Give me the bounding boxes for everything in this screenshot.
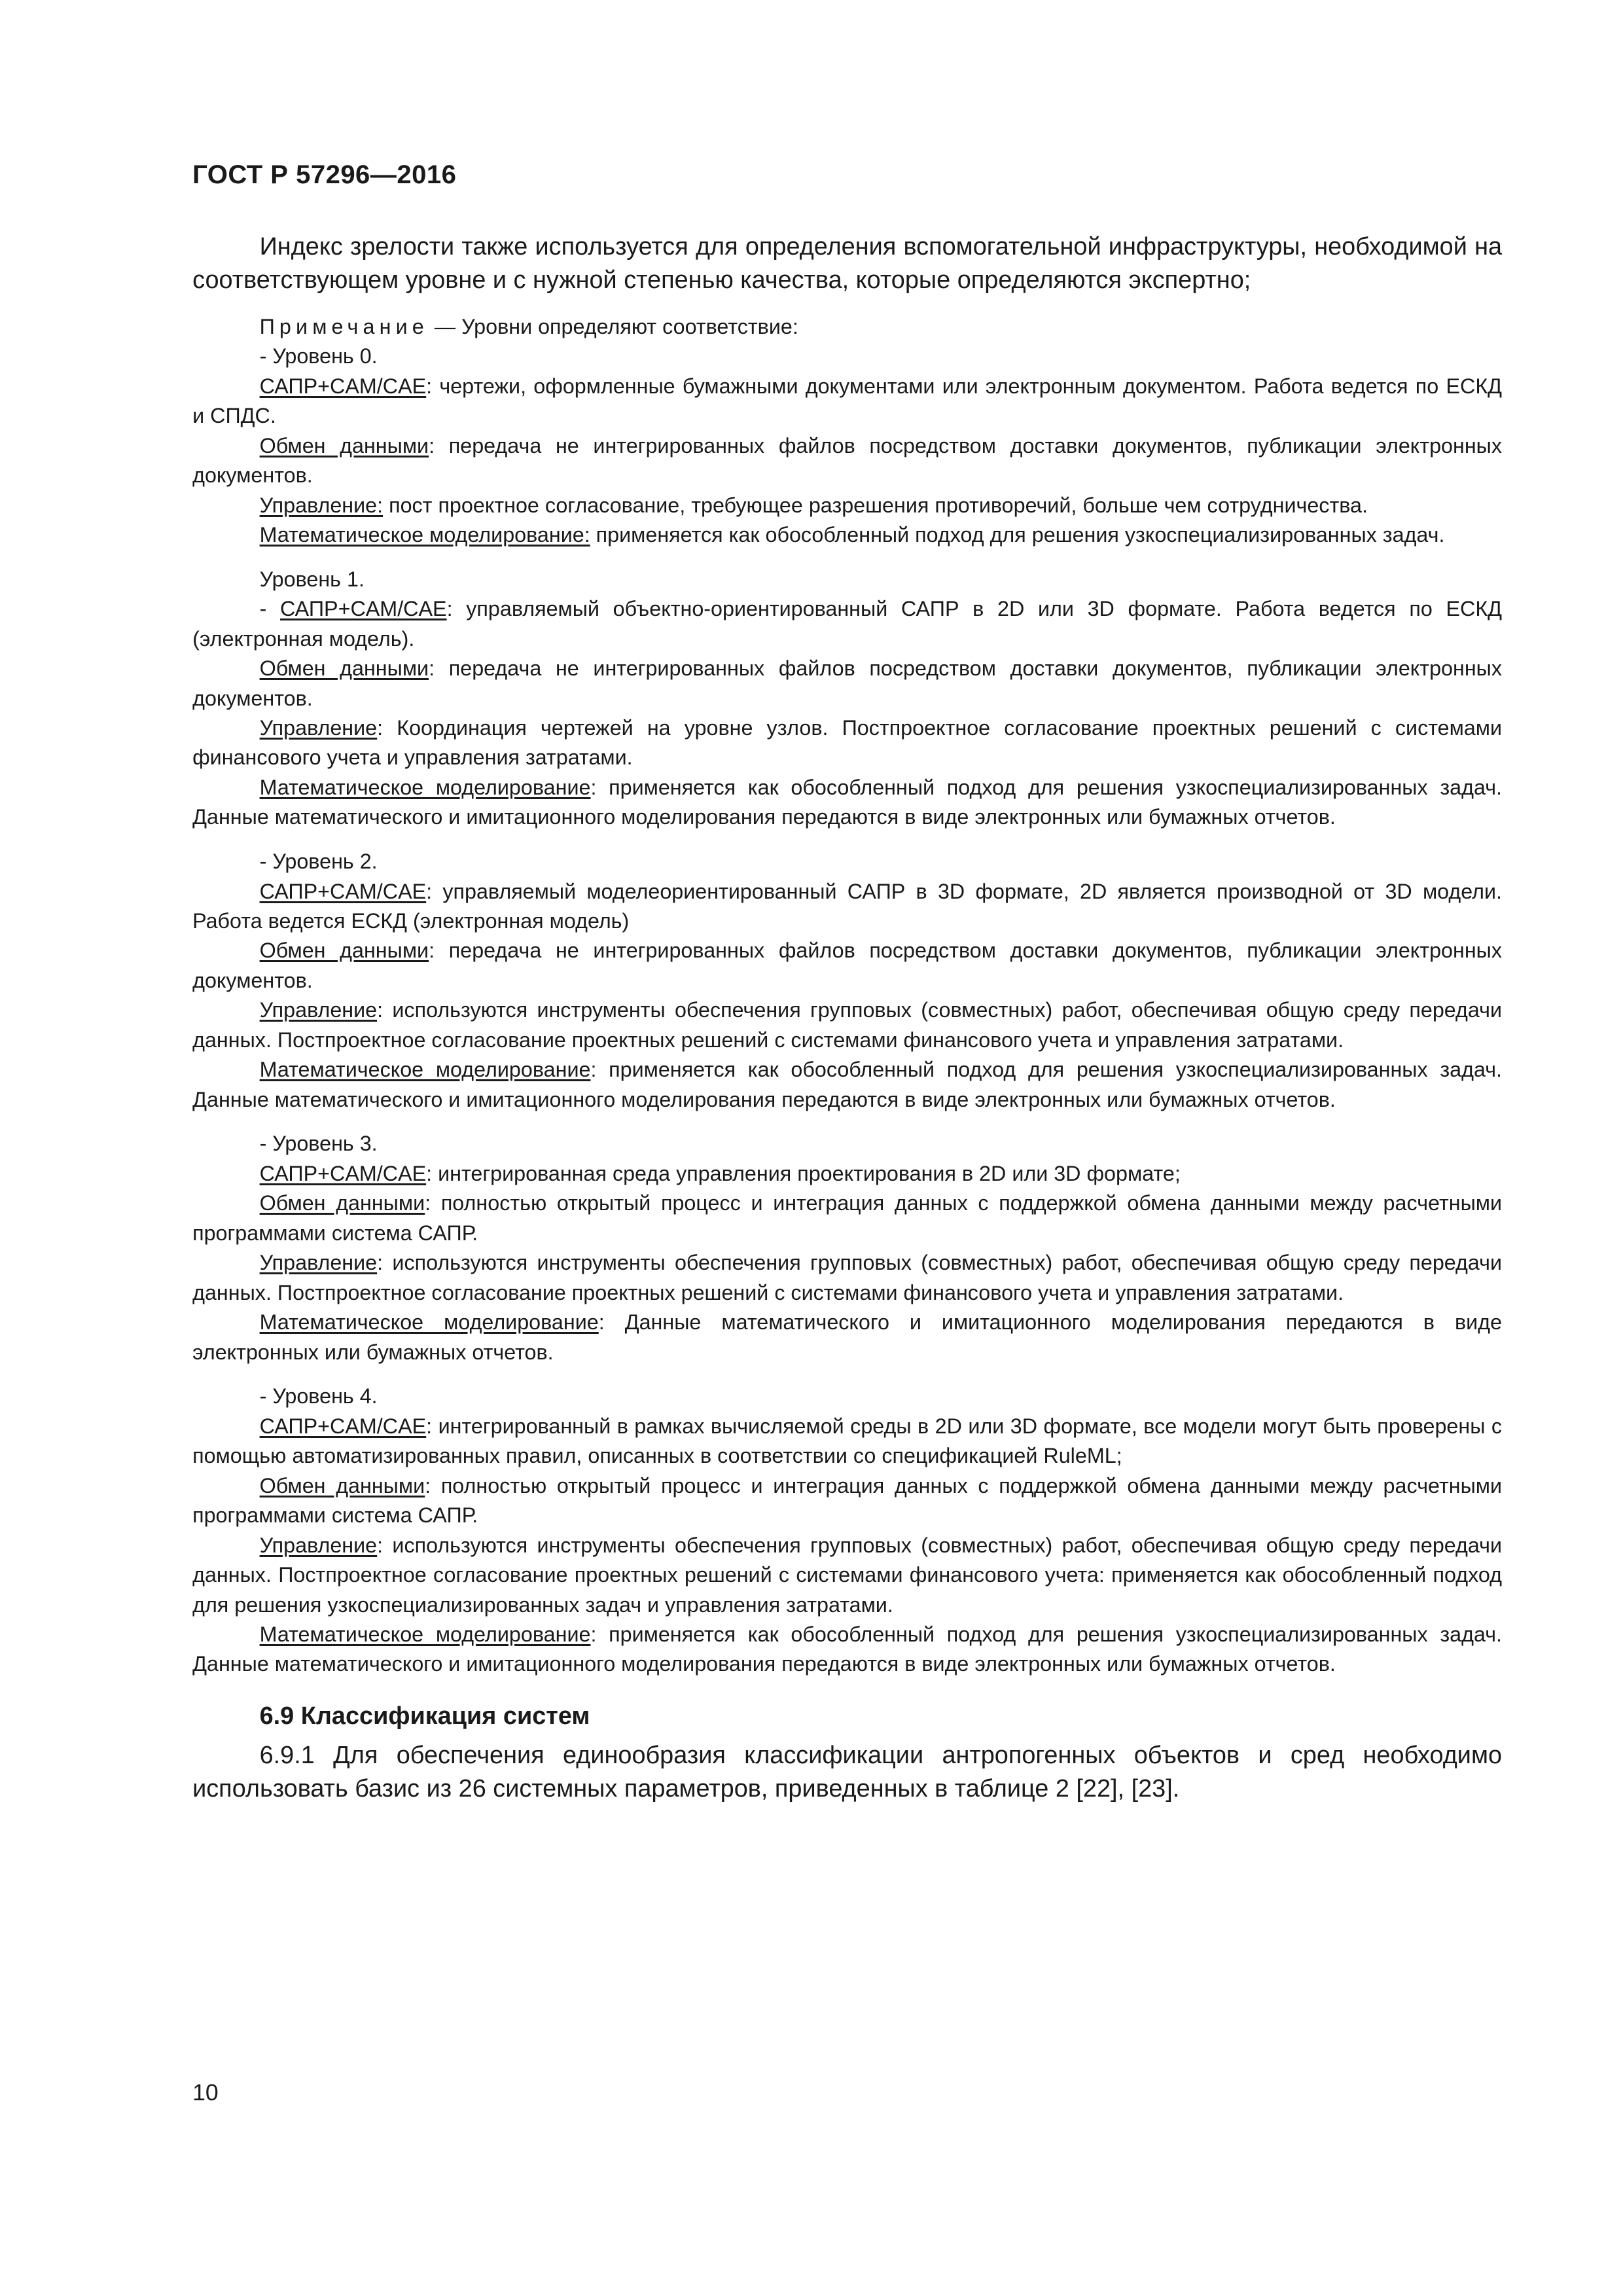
note-block (192, 312, 1502, 1679)
maturity-levels (192, 342, 1502, 1679)
item-term: Управление (259, 716, 378, 740)
item-term: Математическое моделирование (259, 1058, 591, 1082)
level-item (192, 654, 1502, 713)
item-separator: : (598, 1310, 605, 1335)
level-item (192, 1620, 1502, 1679)
level-item (192, 1471, 1502, 1531)
item-separator: : (429, 656, 435, 681)
item-text: Данные математического и имитационного моделирования передаются в виде электронных или бумажных отчетов. (192, 1310, 1503, 1364)
item-term: Обмен данными (259, 1191, 425, 1215)
item-term: САПР+CAM/CAE (259, 1161, 427, 1185)
item-separator: : (377, 1251, 383, 1275)
level-block (192, 342, 1502, 550)
item-separator: : (377, 716, 383, 740)
item-separator: : (590, 1622, 597, 1646)
item-term: Обмен данными (259, 939, 429, 963)
level-item (192, 1248, 1502, 1308)
level-item (192, 996, 1502, 1055)
item-text: передача не интегрированных файлов посредством доставки документов, публикации электронных документов. (192, 433, 1503, 488)
note-intro (192, 312, 1502, 342)
item-term: Обмен данными (259, 656, 429, 681)
page-content (192, 230, 1502, 1806)
item-separator: : (377, 1533, 383, 1557)
level-title: - Уровень 4. (259, 1384, 378, 1408)
level-title: - Уровень 2. (259, 850, 378, 874)
item-separator: : (590, 1058, 597, 1082)
level-item (192, 713, 1502, 773)
item-separator: : (425, 1473, 431, 1498)
note-label: Примечание (259, 314, 429, 338)
item-text: Координация чертежей на уровне узлов. Постпроектное согласование проектных решений с системами финансового учета и управления затратами. (192, 716, 1503, 770)
item-separator: : (426, 1161, 433, 1185)
item-separator: : (426, 374, 433, 398)
item-text: чертежи, оформленные бумажными документами или электронным документом. Работа ведется по ЕСКД и СПДС. (192, 374, 1503, 428)
level-item (192, 877, 1502, 937)
level-title: Уровень 1. (259, 567, 365, 591)
item-term: Обмен данными (259, 1473, 425, 1498)
item-text: применяется как обособленный подход для решения узкоспециализированных задач. (590, 523, 1445, 547)
item-term: Управление (259, 1533, 378, 1557)
level-item (192, 773, 1502, 833)
item-text: применяется как обособленный подход для решения узкоспециализированных задач. Данные математического и имитационного моделирования передаются в виде электронных или бумажных отчетов. (192, 775, 1503, 829)
item-separator: : (446, 597, 453, 621)
item-term: Обмен данными (259, 433, 429, 457)
level-block (192, 1382, 1502, 1679)
item-term: Математическое моделирование (259, 775, 591, 799)
item-term: Управление: (259, 493, 383, 517)
item-separator: : (377, 998, 383, 1022)
item-text: передача не интегрированных файлов посредством доставки документов, публикации электронных документов. (192, 939, 1503, 992)
item-prefix: - (259, 597, 281, 621)
item-term: Математическое моделирование: (259, 523, 590, 547)
item-separator: : (429, 433, 435, 457)
level-title: - Уровень 3. (259, 1132, 378, 1156)
level-item (192, 431, 1502, 491)
item-term: САПР+CAM/CAE (259, 374, 427, 398)
level-block (192, 1129, 1502, 1367)
item-separator: : (429, 939, 435, 963)
level-item (192, 372, 1502, 431)
level-item (192, 1308, 1502, 1367)
item-text: интегрированный в рамках вычисляемой среды в 2D или 3D формате, все модели могут быть проверены с помощью автоматизированных правил, описанных в соответствии со спецификацией RuleML; (192, 1414, 1503, 1468)
item-text: используются инструменты обеспечения групповых (совместных) работ, обеспечивая общую среду передачи данных. Постпроектное согласование проектных решений с системами финансового учета: применяется как обособленный подход для решения узкоспециализированных задач и управления затратами. (192, 1533, 1503, 1617)
item-term: Математическое моделирование (259, 1622, 591, 1646)
item-text: применяется как обособленный подход для решения узкоспециализированных задач. Данные математического и имитационного моделирования передаются в виде электронных или бумажных отчетов. (192, 1622, 1503, 1676)
level-item (192, 1189, 1502, 1248)
level-item (192, 520, 1502, 550)
item-text: используются инструменты обеспечения групповых (совместных) работ, обеспечивая общую среду передачи данных. Постпроектное согласование проектных решений с системами финансового учета и управления затратами. (192, 1251, 1503, 1304)
section-paragraph: 6.9.1 Для обеспечения единообразия классификации антропогенных объектов и сред необходимо использовать базис из 26 системных параметров, приведенных в таблице 2 [22], [23]. (192, 1742, 1503, 1803)
item-text: полностью открытый процесс и интеграция данных с поддержкой обмена данными между расчетными программами система САПР. (192, 1473, 1503, 1528)
item-text: используются инструменты обеспечения групповых (совместных) работ, обеспечивая общую среду передачи данных. Постпроектное согласование проектных решений с системами финансового учета и управления затратами. (192, 998, 1503, 1052)
item-term: САПР+CAM/CAE (259, 1414, 427, 1438)
item-text: пост проектное согласование, требующее разрешения противоречий, больше чем сотрудничества. (383, 493, 1368, 517)
level-item (192, 594, 1502, 654)
item-separator: : (426, 1414, 433, 1438)
level-item (192, 936, 1502, 996)
item-term: Управление (259, 998, 378, 1022)
level-item (192, 1412, 1502, 1471)
level-item (192, 491, 1502, 520)
item-term: Управление (259, 1251, 378, 1275)
item-text: управляемый моделеориентированный САПР в 3D формате, 2D является производной от 3D модели. Работа ведется ЕСКД (электронная модель) (192, 879, 1503, 933)
item-term: Математическое моделирование (259, 1310, 599, 1335)
level-item (192, 1531, 1502, 1620)
note-intro-text: — Уровни определяют соответствие: (428, 314, 798, 338)
section-heading: 6.9 Классификация систем (259, 1702, 590, 1731)
level-block (192, 565, 1502, 833)
item-text: интегрированная среда управления проектирования в 2D или 3D формате; (432, 1161, 1181, 1185)
level-title: - Уровень 0. (259, 344, 378, 368)
intro-paragraph: Индекс зрелости также используется для определения вспомогательной инфраструктуры, необходимой на соответствующем уровне и с нужной степенью качества, которые определяются экспертно; (192, 233, 1503, 295)
level-item (192, 1055, 1502, 1115)
item-text: полностью открытый процесс и интеграция данных с поддержкой обмена данными между расчетными программами система САПР. (192, 1191, 1503, 1245)
item-term: САПР+CAM/CAE (280, 597, 447, 621)
item-term: САПР+CAM/CAE (259, 879, 427, 903)
level-item (192, 1159, 1502, 1189)
page-number: 10 (192, 2079, 219, 2106)
item-text: управляемый объектно-ориентированный САПР в 2D или 3D формате. Работа ведется по ЕСКД (электронная модель). (192, 597, 1503, 651)
item-separator: : (425, 1191, 431, 1215)
item-separator: : (426, 879, 433, 903)
document-code-header: ГОСТ Р 57296—2016 (192, 160, 457, 190)
item-separator: : (590, 775, 597, 799)
item-text: применяется как обособленный подход для решения узкоспециализированных задач. Данные математического и имитационного моделирования передаются в виде электронных или бумажных отчетов. (192, 1058, 1503, 1111)
item-text: передача не интегрированных файлов посредством доставки документов, публикации электронных документов. (192, 656, 1503, 710)
level-block (192, 847, 1502, 1115)
